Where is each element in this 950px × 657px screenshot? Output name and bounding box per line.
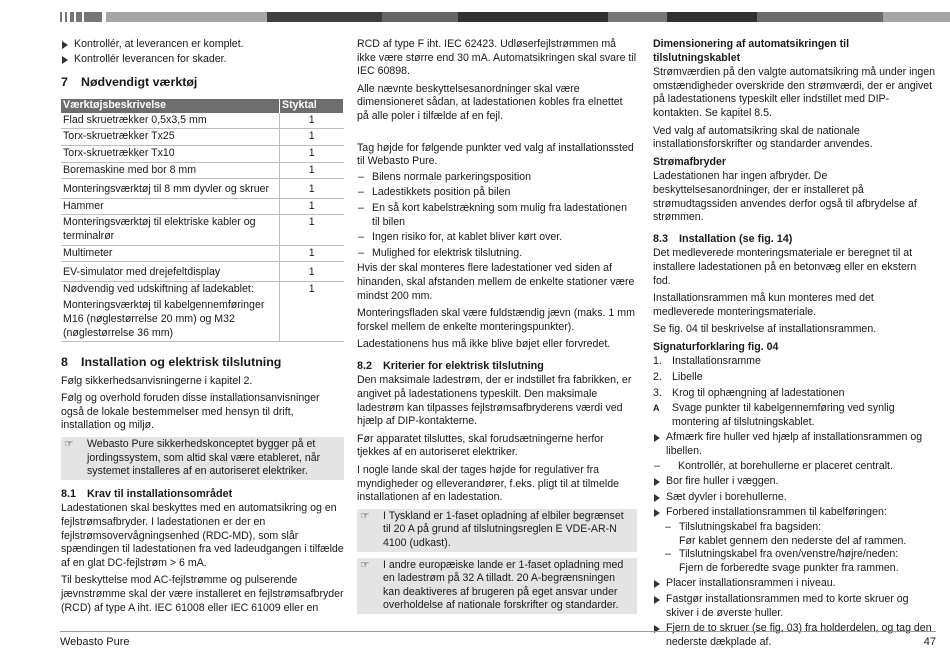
step-item: Fastgør installationsrammen med to korte skruer og skiver i de øverste huller.	[653, 593, 936, 620]
heading-dimensioning: Dimensionering af automatsikringen til tilslutningskablet	[653, 38, 850, 64]
paragraph: I nogle lande skal der tages højde for regulativer fra myndigheder og elleverandører, f.eks. pligt til at tilmelde installationen af en ladestation.	[357, 464, 620, 504]
paragraph: Hvis der skal monteres flere ladestationer ved siden af hinanden, skal afstanden mellem de enkelte stationer være mindst 200 mm.	[357, 262, 635, 302]
table-header-row	[61, 99, 344, 113]
paragraph: Følg og overhold foruden disse installationsanvisninger også de lokale bestemmelser med hensyn til drift, installation og miljø.	[61, 392, 320, 432]
dash-item-detail: Fjern de forberedte svage punkter fra rammen.	[679, 561, 899, 574]
dash-item: – Tilslutningskabel fra oven/venstre/højre/neden:	[664, 548, 936, 562]
dash-item: – Ingen risiko for, at kablet bliver kørt over.	[357, 231, 637, 245]
heading-legend: Signaturforklaring fig. 04	[653, 340, 779, 353]
tools-table	[61, 99, 344, 342]
subsection-heading-8-2: 8.2 Kriterier for elektrisk tilslutning	[357, 359, 544, 372]
dash-item: – En så kort kabelstrækning som mulig fra ladestationen til bilen	[357, 202, 637, 229]
section-heading-7: 7 Nødvendigt værktøj	[61, 75, 198, 90]
section-heading-8: 8 Installation og elektrisk tilslutning	[61, 355, 282, 370]
footer-title: Webasto Pure	[60, 636, 130, 648]
step-item: Placer installationsrammen i niveau.	[653, 577, 936, 591]
pointing-hand-icon: ☞	[360, 509, 370, 522]
subsection-heading-8-1: 8.1 Krav til installationsområdet	[61, 487, 233, 500]
column-left	[61, 38, 344, 619]
column-header-description: Værktøjsbeskrivelse	[61, 99, 280, 113]
paragraph: Ladestationen har ingen afbryder. De beskyttelsesanordninger, der er installeret på strømudtagssiden anvendes derfor også til afbrydelse af strømmen.	[653, 170, 917, 224]
table-row: EV-simulator med drejefeltdisplay 1	[61, 262, 344, 282]
paragraph: Alle nævnte beskyttelsesanordninger skal være dimensioneret sådan, at ladestationen kobles fra elnettet på alle poler i tilfælde af en fejl.	[357, 82, 623, 122]
page-number: 47	[923, 636, 936, 648]
dash-item: – Bilens normale parkeringsposition	[357, 171, 637, 185]
table-row: Multimeter 1	[61, 245, 344, 262]
paragraph: Til beskyttelse mod AC-fejlstrømme og pulserende jævnstrømme skal der være installeret en fejlstrømsafbryder (RCD) af type A iht. IEC 61008 eller IEC 61009 eller en	[61, 574, 344, 614]
note-box: ☞ I andre europæiske lande er 1-faset opladning med en ladestrøm på 32 A tilladt. 20 A-begrænsningen kan deaktiveres af brugeren på eget ansvar under overholdelse af nationale forskrifter og standarder.	[357, 558, 637, 614]
dash-item-detail: Før kablet gennem den nederste del af rammen.	[679, 534, 907, 547]
dash-item: – Ladestikkets position på bilen	[357, 186, 637, 200]
paragraph: Ladestationens hus må ikke blive bøjet eller forvredet.	[357, 338, 611, 351]
legend-item: 2. Libelle	[653, 371, 703, 384]
legend-item: 1. Installationsramme	[653, 355, 761, 368]
paragraph: Den maksimale ladestrøm, der er indstillet fra fabrikken, er angivet på ladestationens typeskilt. Den maksimale ladestrøm kan tilpasses fejlstrømsafbryderens værdi ved hjælp af DIP-kontakterne.	[357, 374, 632, 428]
table-row: Flad skruetrækker 0,5x3,5 mm 1	[61, 113, 344, 129]
paragraph: Monteringsfladen skal være fuldstændig jævn (maks. 1 mm forskel mellem de enkelte monteringspunkter).	[357, 307, 635, 333]
column-middle	[357, 38, 637, 620]
bullet-item: Kontrollér, at leverancen er komplet.	[61, 38, 344, 52]
paragraph: Før apparatet tilsluttes, skal forudsætningerne herfor tjekkes af en autoriseret elektriker.	[357, 432, 604, 459]
step-item: Fjern de to skruer (se fig. 03) fra holderdelen, og tag den nederste dækplade af.	[653, 622, 936, 649]
table-row: Torx-skruetrækker Tx10 1	[61, 145, 344, 162]
dash-item: – Mulighed for elektrisk tilslutning.	[357, 247, 637, 261]
table-row: Torx-skruetrækker Tx25 1	[61, 129, 344, 146]
paragraph: Ladestationen skal beskyttes med en automatsikring og en fejlstrømsafbryder. I ladestationen er der en fejlstrømsovervågningsenhed (RDC-MD), som slår spændingen til ladestationen fra ved ladeudgangen i tilfælde af en glat DC-fejlstrøm > 6 mA.	[61, 502, 344, 569]
column-header-quantity: Styktal	[280, 99, 344, 113]
paragraph: Se fig. 04 til beskrivelse af installationsrammen.	[653, 323, 877, 336]
pointing-hand-icon: ☞	[360, 558, 370, 571]
paragraph: Følg sikkerhedsanvisningerne i kapitel 2.	[61, 374, 253, 387]
heading-power-switch: Strømafbryder	[653, 155, 726, 168]
step-item: Afmærk fire huller ved hjælp af installationsrammen og libellen.	[653, 431, 936, 458]
note-box: ☞ Webasto Pure sikkerhedskonceptet bygger på et jordingssystem, som altid skal være etableret, når systemet installeres af en autoriseret elektriker.	[61, 437, 344, 480]
table-row: Monteringsværktøj til elektriske kabler og terminalrør 1	[61, 215, 344, 245]
paragraph: Det medleverede monteringsmateriale er beregnet til at installere ladestationen på en betonvæg eller en ekstern fod.	[653, 247, 917, 287]
table-row: Monteringsværktøj til 8 mm dyvler og skruer 1	[61, 179, 344, 199]
table-row: Hammer 1	[61, 198, 344, 215]
step-item: Sæt dyvler i borehullerne.	[653, 491, 936, 505]
paragraph: Installationsrammen må kun monteres med det medleverede monteringsmateriale.	[653, 292, 874, 318]
legend-item: A Svage punkter til kabelgennemføring ved synlig montering af tilslutningskablet.	[653, 402, 895, 428]
legend-item: 3. Krog til ophængning af ladestationen	[653, 386, 845, 399]
note-box: ☞ I Tyskland er 1-faset opladning af elbiler begrænset til 20 A på grund af tilslutningsreglen E VDE-AR-N 4100 (udkast).	[357, 509, 637, 552]
paragraph: RCD af type F iht. IEC 62423. Udløserfejlstrømmen må ikke være større end 30 mA. Automatsikringen skal svare til IEC 60898.	[357, 38, 637, 78]
dash-item: – Tilslutningskabel fra bagsiden:	[664, 521, 936, 535]
dash-item: – Kontrollér, at borehullerne er placeret centralt.	[653, 460, 936, 474]
table-row: Boremaskine med bor 8 mm 1	[61, 162, 344, 179]
step-item: Bor fire huller i væggen.	[653, 475, 936, 489]
bullet-item: Kontrollér leverancen for skader.	[61, 53, 344, 67]
header-decoration-bar	[60, 12, 950, 22]
subsection-heading-8-3: 8.3 Installation (se fig. 14)	[653, 232, 793, 245]
paragraph: Strømværdien på den valgte automatsikring må under ingen omstændigheder overskride den strømværdi, der er angivet på ladestationens typeskilt eller indstillet med DIP-kontakten. Se kapitel 8.5.	[653, 66, 936, 119]
step-item: Forbered installationsrammen til kabelføringen:	[653, 506, 936, 520]
pointing-hand-icon: ☞	[64, 438, 74, 451]
table-row: Nødvendig ved udskiftning af ladekablet: Monteringsværktøj til kabelgennemføringer M16 (nøglestørrelse 20 mm) og M32 (nøglestørrelse 36 mm) 1	[61, 281, 344, 341]
paragraph: Ved valg af automatsikring skal de nationale installationsforskrifter og standarder anvendes.	[653, 124, 873, 151]
column-right	[653, 38, 936, 653]
paragraph: Tag højde for følgende punkter ved valg af installationssted til Webasto Pure.	[357, 141, 634, 168]
